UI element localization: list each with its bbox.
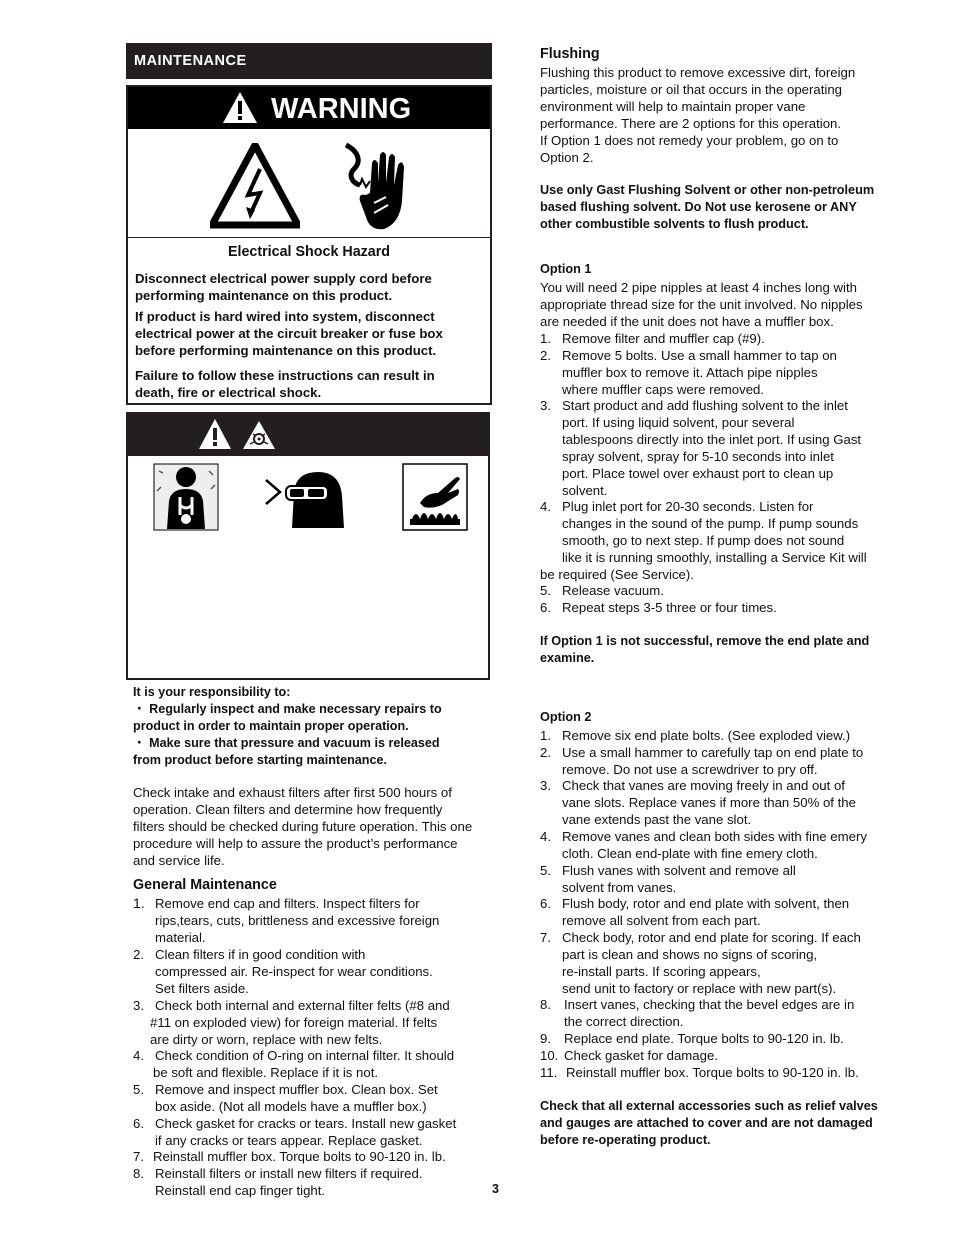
solvent-note: Use only Gast Flushing Solvent or other non-petroleum based flushing solvent. Do Not use kerosene or ANY other combustible solvents to flush product. bbox=[540, 183, 875, 231]
option1-title: Option 1 bbox=[540, 262, 592, 276]
page-number: 3 bbox=[492, 1182, 499, 1196]
electrical-shock-icon bbox=[210, 143, 300, 229]
eye-protection-icon bbox=[264, 466, 348, 532]
flushing-intro: Flushing this product to remove excessive dirt, foreign particles, moisture or oil that occurs in the operating environment will help to maintain proper vane performance. There are 2 options for this operation. If Option 1 does not remedy your problem, go on to Option 2. bbox=[540, 65, 856, 165]
hot-surface-icon bbox=[402, 463, 468, 531]
flushing-title: Flushing bbox=[540, 46, 600, 62]
warning-paragraph: Disconnect electrical power supply cord before performing maintenance on this product. bbox=[135, 271, 432, 303]
caution-triangle-icon bbox=[198, 418, 232, 450]
option1-note: If Option 1 is not successful, remove the end plate and examine. bbox=[540, 634, 870, 665]
option1-intro: You will need 2 pipe nipples at least 4 inches long with appropriate thread size for the unit involved. No nipples are needed if the unit does not have a muffler box. bbox=[540, 280, 863, 329]
warning-paragraph: Failure to follow these instructions can result in death, fire or electrical shock. bbox=[135, 368, 435, 400]
warning-header bbox=[128, 87, 490, 129]
flying-debris-icon bbox=[242, 420, 276, 450]
warning-divider bbox=[128, 237, 490, 238]
warning-paragraph: If product is hard wired into system, disconnect electrical power at the circuit breaker or fuse box before performing maintenance on this product. bbox=[135, 309, 443, 358]
hand-shock-icon bbox=[340, 139, 412, 234]
intro-paragraph: Check intake and exhaust filters after first 500 hours of operation. Clean filters and determine how frequently filters should be checked during future operation. This one procedure will help to assure the product’s performance and service life. bbox=[133, 785, 473, 868]
general-maintenance-title: General Maintenance bbox=[133, 877, 277, 893]
warning-box bbox=[126, 85, 492, 405]
safety-header bbox=[128, 414, 488, 456]
warning-label: WARNING bbox=[271, 93, 412, 125]
section-title: MAINTENANCE bbox=[126, 43, 492, 79]
option2-title: Option 2 bbox=[540, 710, 592, 724]
responsibility-block: It is your responsibility to: ・ Regularly inspect and make necessary repairs to product in order to maintain proper operation. ・ Make sure that pressure and vacuum is released from product before starting maintenance. bbox=[133, 685, 442, 767]
safety-box bbox=[126, 412, 490, 680]
caution-triangle-icon bbox=[222, 91, 258, 124]
inhalation-hazard-icon bbox=[153, 463, 219, 531]
final-note: Check that all external accessories such as relief valves and gauges are attached to cover and are not damaged before re-operating product. bbox=[540, 1099, 878, 1147]
hazard-title: Electrical Shock Hazard bbox=[227, 244, 391, 260]
